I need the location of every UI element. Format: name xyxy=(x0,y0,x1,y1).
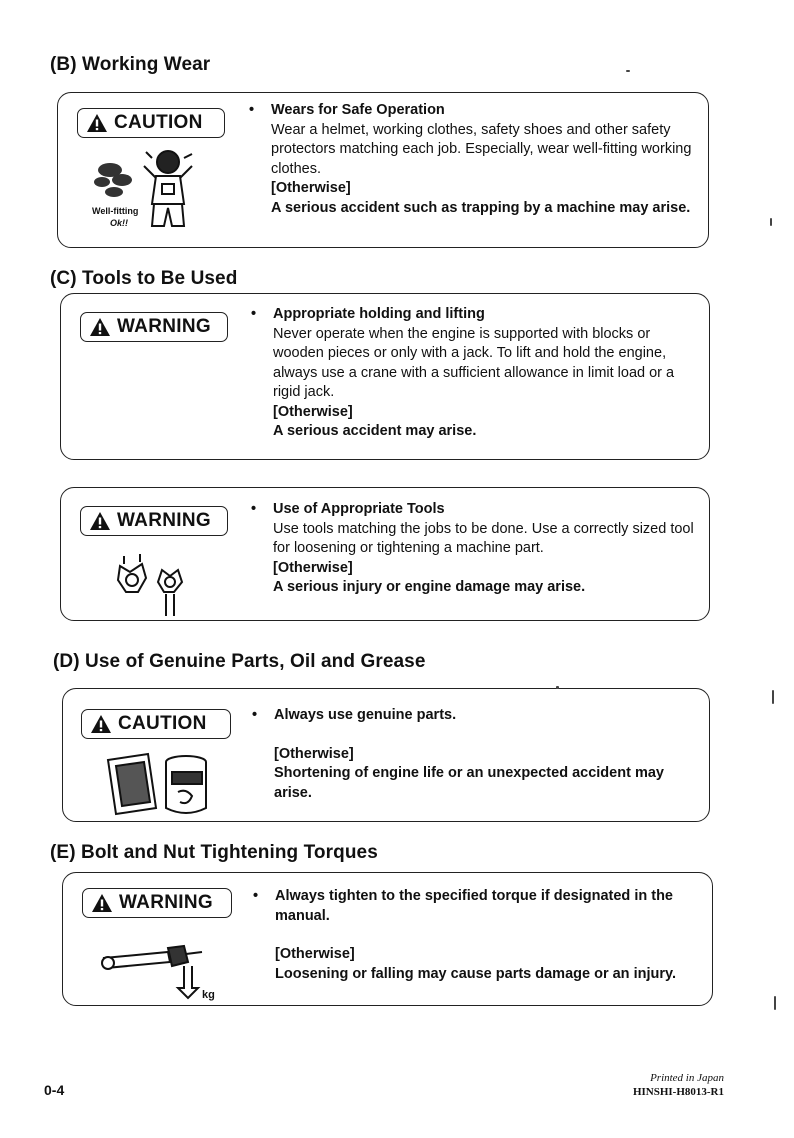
document-code: HINSHI-H8013-R1 xyxy=(632,1086,724,1098)
item-title: Wears for Safe Operation xyxy=(271,102,445,118)
section-c-heading: (C) Tools to Be Used xyxy=(50,268,238,289)
badge-label: WARNING xyxy=(117,316,211,337)
consequence-text: A serious injury or engine damage may arise. xyxy=(273,579,586,595)
warning-badge xyxy=(80,506,228,536)
scan-speck xyxy=(626,70,630,72)
torque-wrench-icon xyxy=(98,936,228,1002)
section-b-heading: (B) Working Wear xyxy=(50,54,211,75)
item-title: Always tighten to the specified torque if designated in the manual. xyxy=(275,888,673,924)
otherwise-label: [Otherwise] xyxy=(275,946,355,962)
torque-unit-label: kg xyxy=(202,989,215,1001)
scan-speck xyxy=(770,218,772,226)
consequence-text: A serious accident may arise. xyxy=(273,423,477,439)
warning-triangle-icon xyxy=(89,511,111,531)
consequence-text: Shortening of engine life or an unexpected accident may arise. xyxy=(274,765,664,801)
scan-speck xyxy=(556,686,559,689)
section-b-content xyxy=(249,101,701,218)
printed-in-label: Printed in Japan xyxy=(650,1072,724,1084)
bullet-item: • Wears for Safe Operation xyxy=(249,102,445,118)
bullet-item: • Always use genuine parts. xyxy=(252,707,457,723)
item-title: Always use genuine parts. xyxy=(274,707,457,723)
bullet-item: • Use of Appropriate Tools xyxy=(251,501,445,517)
caution-badge xyxy=(81,709,231,739)
scan-speck xyxy=(772,690,774,704)
item-body: Wear a helmet, working clothes, safety shoes and other safety protectors matching each job. Especially, wear well-fitting working clothes. xyxy=(271,121,692,177)
warning-triangle-icon xyxy=(86,113,108,133)
illustration-label: Well-fitting xyxy=(92,206,139,216)
bullet-item: • Always tighten to the specified torque if designated in the manual. xyxy=(253,888,673,924)
worker-in-overalls-icon xyxy=(88,148,218,233)
genuine-parts-icon xyxy=(104,752,214,818)
otherwise-label: [Otherwise] xyxy=(271,180,351,196)
badge-label: WARNING xyxy=(117,510,211,531)
page-number: 0-4 xyxy=(44,1082,65,1098)
scan-speck xyxy=(774,996,776,1010)
otherwise-label: [Otherwise] xyxy=(273,403,353,420)
badge-label: CAUTION xyxy=(118,713,207,734)
badge-label: WARNING xyxy=(119,892,213,913)
otherwise-label: [Otherwise] xyxy=(274,745,354,762)
section-d-content xyxy=(252,706,702,803)
section-d-heading: (D) Use of Genuine Parts, Oil and Grease xyxy=(53,651,426,672)
section-c-content-1 xyxy=(251,305,701,442)
warning-badge xyxy=(80,312,228,342)
item-body: Never operate when the engine is supported with blocks or wooden pieces or only with a jack. To lift and hold the engine, always use a crane with a sufficient allowance in limit load or a rigid jack. xyxy=(273,325,675,400)
illustration-ok-label: Ok!! xyxy=(110,218,128,228)
item-title: Use of Appropriate Tools xyxy=(273,501,445,517)
caution-badge xyxy=(77,108,225,138)
warning-triangle-icon xyxy=(89,317,111,337)
footer-imprint xyxy=(633,1071,724,1099)
otherwise-label: [Otherwise] xyxy=(273,559,353,576)
consequence-text: A serious accident such as trapping by a machine may arise. xyxy=(271,199,691,216)
item-title: Appropriate holding and lifting xyxy=(273,306,485,322)
consequence-text: Loosening or falling may cause parts damage or an injury. xyxy=(275,965,676,982)
warning-badge xyxy=(82,888,232,918)
section-c-content-2 xyxy=(251,500,701,598)
wrench-icon xyxy=(112,550,192,620)
badge-label: CAUTION xyxy=(114,112,203,133)
bullet-item: • Appropriate holding and lifting xyxy=(251,306,485,322)
section-e-heading: (E) Bolt and Nut Tightening Torques xyxy=(50,842,378,863)
item-body: Use tools matching the jobs to be done. Use a correctly sized tool for loosening or tightening a machine part. xyxy=(273,520,694,556)
section-e-content xyxy=(253,887,703,984)
warning-triangle-icon xyxy=(90,714,112,734)
warning-triangle-icon xyxy=(91,893,113,913)
